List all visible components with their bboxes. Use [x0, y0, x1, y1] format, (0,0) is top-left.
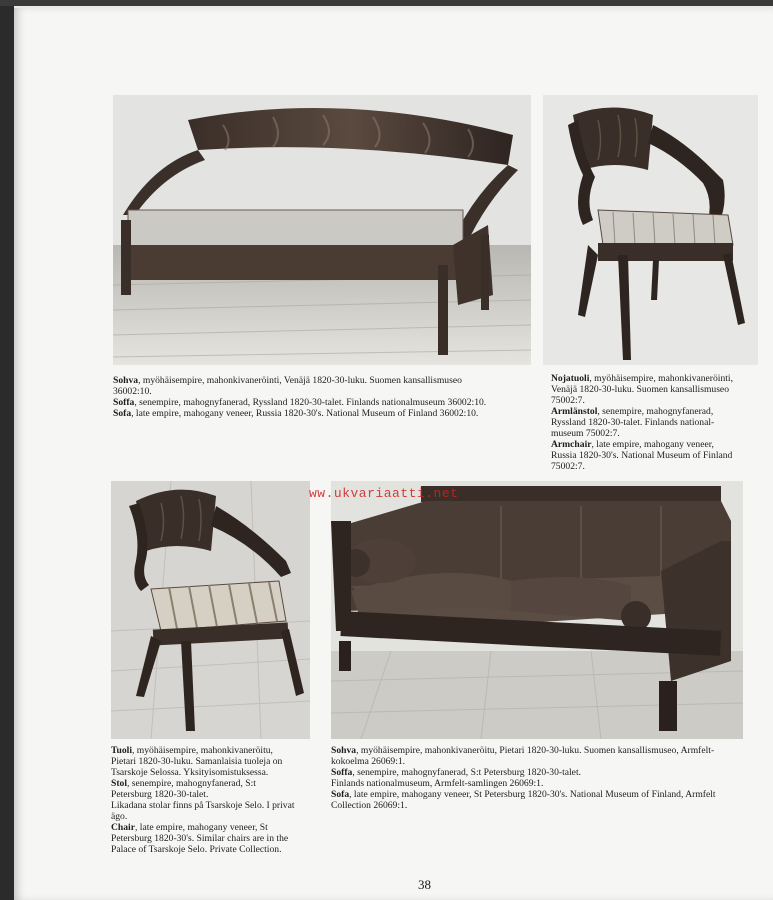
caption-line: 75002:7. [551, 461, 585, 472]
caption-line: museum 75002:7. [551, 428, 620, 439]
caption-line: Stol, senempire, mahognyfanerad, S:t [111, 778, 256, 789]
caption-line: Chair, late empire, mahogany veneer, St [111, 822, 268, 833]
caption-line: kokoelma 26069:1. [331, 756, 406, 767]
caption-title: Soffa [113, 397, 135, 408]
caption-line: Finlands nationalmuseum, Armfelt-samlingen 26069:1. [331, 778, 544, 789]
caption-text: , senempire, mahognyfanerad, Ryssland 1820-30-talet. Finlands nationalmuseum 36002:10. [134, 397, 487, 408]
caption-line: Sohva, myöhäisempire, mahonkivaneröitu, Pietari 1820-30-luku. Suomen kansallismuseo, Armfelt- [331, 745, 715, 756]
caption-text: , late empire, mahogany veneer, Russia 1820-30's. National Museum of Finland 36002:10. [131, 408, 479, 419]
caption-line: Likadana stolar finns på Tsarskoje Selo. I privat [111, 800, 295, 811]
chair-photo-2 [111, 481, 310, 739]
caption-line: Venäjä 1820-30-luku. Suomen kansallismuseo [551, 384, 729, 395]
caption-line: Palace of Tsarskoje Selo. Private Collection. [111, 844, 282, 855]
caption-line: Tsarskoje Selossa. Yksityisomistuksessa. [111, 767, 269, 778]
caption-line: Pietari 1820-30-luku. Samanlaisia tuoleja on [111, 756, 283, 767]
watermark: ww.ukvariaatti.net [309, 486, 459, 501]
sofa-photo-1 [113, 95, 531, 365]
caption-line: Armlänstol, senempire, mahognyfanerad, [551, 406, 714, 417]
caption-line: Soffa, senempire, mahognyfanerad, S:t Petersburg 1820-30-talet. [331, 767, 582, 778]
caption-line: Ryssland 1820-30-talet. Finlands national- [551, 417, 715, 428]
caption-text: , myöhäisempire, mahonkivaneröinti, Venäjä 1820-30-luku. Suomen kansallismuseo [138, 375, 462, 386]
sofa-1-illustration [113, 95, 531, 365]
sofa-2-illustration [331, 481, 743, 739]
caption-line: Petersburg 1820-30's. Similar chairs are in the [111, 833, 289, 844]
caption-line: Russia 1820-30's. National Museum of Finland [551, 450, 733, 461]
caption-armchair-1 [551, 373, 773, 472]
armchair-photo-1 [543, 95, 758, 365]
sofa-photo-2 [331, 481, 743, 739]
page-number: 38 [418, 877, 431, 892]
chair-2-illustration [111, 481, 310, 739]
caption-line: 75002:7. [551, 395, 585, 406]
caption-text: 36002:10. [113, 386, 152, 397]
caption-line: Nojatuoli, myöhäisempire, mahonkivaneröinti, [551, 373, 733, 384]
caption-sofa-2 [331, 745, 773, 811]
caption-line: Petersburg 1820-30-talet. [111, 789, 209, 800]
caption-line: Armchair, late empire, mahogany veneer, [551, 439, 714, 450]
top-edge [0, 0, 773, 6]
armchair-1-illustration [543, 95, 758, 365]
caption-line: Tuoli, myöhäisempire, mahonkivaneröitu, [111, 745, 273, 756]
caption-sofa-1 [113, 375, 533, 419]
caption-chair-2 [111, 745, 321, 855]
caption-title: Sohva [113, 375, 139, 386]
book-gutter [0, 0, 14, 900]
caption-title: Sofa [113, 408, 132, 419]
caption-line: ägo. [111, 811, 128, 822]
caption-line: Sofa, late empire, mahogany veneer, St Petersburg 1820-30's. National Museum of Finland, Armfelt [331, 789, 716, 800]
caption-line: Collection 26069:1. [331, 800, 408, 811]
